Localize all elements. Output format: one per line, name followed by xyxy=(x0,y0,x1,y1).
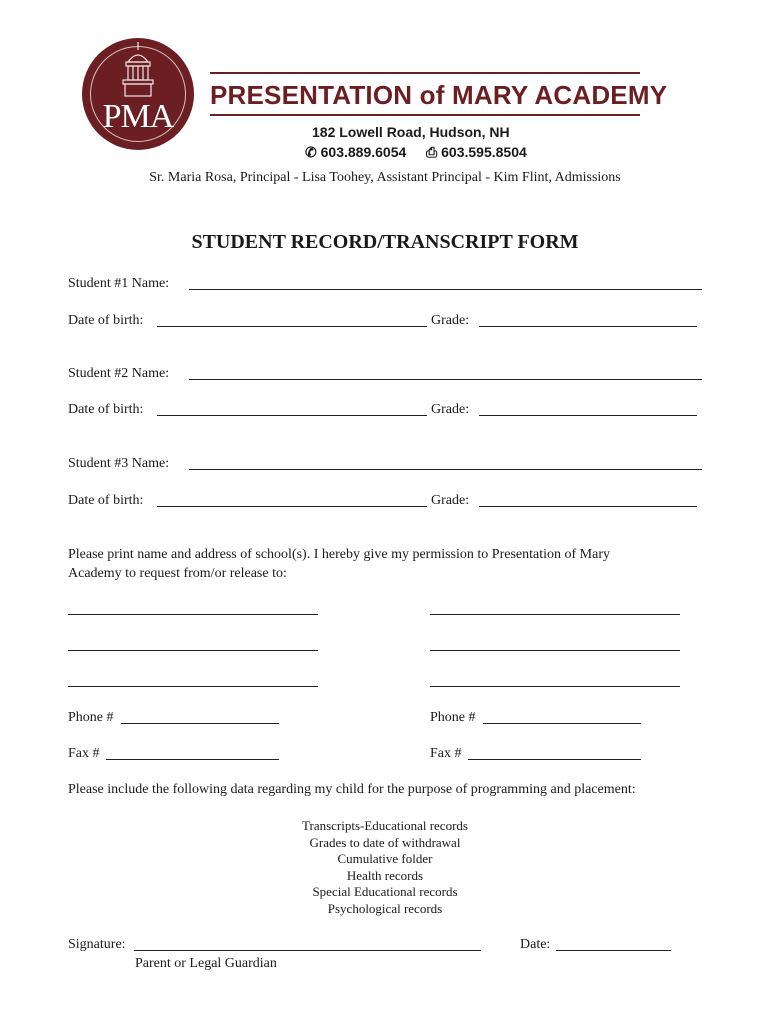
phone-number: 603.889.6054 xyxy=(320,144,407,160)
list-item: Health records xyxy=(346,867,424,883)
school-2-line-3[interactable] xyxy=(430,686,680,687)
school-2-phone-field[interactable] xyxy=(483,723,641,724)
school-1-phone-field[interactable] xyxy=(121,723,279,724)
student-2-dob-field[interactable] xyxy=(157,415,427,416)
student-2-name-field[interactable] xyxy=(189,379,702,380)
school-name: PRESENTATION of MARY ACADEMY xyxy=(210,80,668,110)
student-1-dob-field[interactable] xyxy=(157,326,427,327)
school-2-fax-label: Fax # xyxy=(430,746,462,761)
student-1-dob-label: Date of birth: xyxy=(68,313,144,328)
school-instruction-line-1: Please print name and address of school(s). I hereby give my permission to Presentation of Mary xyxy=(68,547,610,562)
student-1-name-field[interactable] xyxy=(189,289,702,290)
signature-field[interactable] xyxy=(134,950,481,951)
logo-text: PMA xyxy=(102,98,174,135)
list-item: Transcripts-Educational records xyxy=(302,818,468,833)
date-label: Date: xyxy=(520,937,551,952)
student-1-grade-label: Grade: xyxy=(431,313,470,328)
bell-tower-icon xyxy=(116,40,160,98)
student-1-name-label: Student #1 Name: xyxy=(68,276,170,291)
phone-icon: ✆ xyxy=(305,144,317,160)
data-instruction: Please include the following data regarding my child for the purpose of programming and placement: xyxy=(68,782,636,797)
school-1-phone-label: Phone # xyxy=(68,710,114,725)
school-instruction-line-2: Academy to request from/or release to: xyxy=(68,566,287,581)
school-address: 182 Lowell Road, Hudson, NH xyxy=(312,124,510,140)
school-2-line-2[interactable] xyxy=(430,650,680,651)
school-1-line-1[interactable] xyxy=(68,614,318,615)
student-3-grade-field[interactable] xyxy=(479,506,697,507)
student-3-name-field[interactable] xyxy=(189,469,702,470)
signature-label: Signature: xyxy=(68,937,126,952)
school-1-line-2[interactable] xyxy=(68,650,318,651)
list-item: Cumulative folder xyxy=(337,851,433,866)
guardian-caption: Parent or Legal Guardian xyxy=(135,956,277,971)
contact-line xyxy=(305,144,527,161)
student-3-dob-label: Date of birth: xyxy=(68,493,144,508)
brand-top-rule xyxy=(210,72,640,74)
date-field[interactable] xyxy=(556,950,671,951)
student-2-dob-label: Date of birth: xyxy=(68,402,144,417)
student-2-grade-label: Grade: xyxy=(431,402,470,417)
brand-bottom-rule xyxy=(210,114,640,116)
student-3-grade-label: Grade: xyxy=(431,493,470,508)
student-3-name-label: Student #3 Name: xyxy=(68,456,170,471)
form-title: STUDENT RECORD/TRANSCRIPT FORM xyxy=(191,231,579,253)
staff-line: Sr. Maria Rosa, Principal - Lisa Toohey, Assistant Principal - Kim Flint, Admissions xyxy=(149,170,621,185)
school-1-fax-field[interactable] xyxy=(106,759,279,760)
fax-number: 603.595.8504 xyxy=(441,144,527,160)
student-1-grade-field[interactable] xyxy=(479,326,697,327)
school-2-line-1[interactable] xyxy=(430,614,680,615)
list-item: Special Educational records xyxy=(312,884,458,899)
school-1-line-3[interactable] xyxy=(68,686,318,687)
list-item: Psychological records xyxy=(327,900,443,916)
fax-icon: ⎙ xyxy=(426,144,438,160)
records-list xyxy=(0,818,770,917)
student-2-grade-field[interactable] xyxy=(479,415,697,416)
school-2-fax-field[interactable] xyxy=(468,759,641,760)
list-item: Grades to date of withdrawal xyxy=(309,834,461,850)
student-2-name-label: Student #2 Name: xyxy=(68,366,170,381)
student-3-dob-field[interactable] xyxy=(157,506,427,507)
school-1-fax-label: Fax # xyxy=(68,746,100,761)
school-2-phone-label: Phone # xyxy=(430,710,476,725)
